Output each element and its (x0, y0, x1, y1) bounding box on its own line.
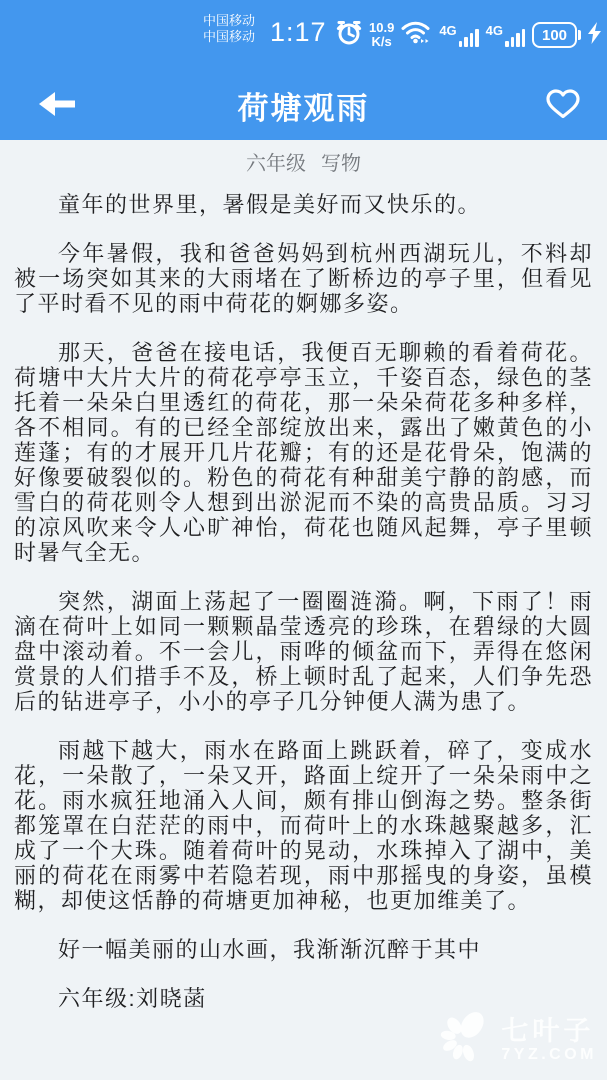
category-label: 写物 (321, 152, 361, 175)
arrow-left-icon (39, 90, 77, 121)
article-paragraph: 突然，湖面上荡起了一圈圈涟漪。啊，下雨了！雨滴在荷叶上如同一颗颗晶莹透亮的珍珠，在碧绿的大圆盘中滚动着。不一会儿，雨哗的倾盆而下，弄得在悠闲赏景的人们措手不及，桥上顿时乱了起来，人们争先恐后的钻进亭子，小小的亭子几分钟便人满为患了。 (14, 589, 593, 714)
article-scroll-area[interactable] (0, 182, 607, 1011)
carrier-line1: 中国移动 (203, 13, 256, 28)
watermark-domain: 7YZ.COM (501, 1045, 597, 1063)
leaf-ring-icon (434, 1009, 492, 1072)
sim2-signal (486, 24, 525, 47)
back-button[interactable] (28, 70, 88, 140)
status-bar (0, 0, 607, 70)
heart-outline-icon (545, 88, 581, 122)
status-icons (336, 0, 601, 70)
app-bar (0, 70, 607, 140)
article-paragraph: 雨越下越大，雨水在路面上跳跃着，碎了，变成水花，一朵散了，一朵又开，路面上绽开了一朵朵雨中之花。雨水疯狂地涌入人间，颇有排山倒海之势。整条街都笼罩在白茫茫的雨中，而荷叶上的水珠越聚越多，汇成了一个大珠。随着荷叶的晃动，水珠掉入了湖中，美丽的荷花在雨雾中若隐若现，雨中那摇曳的身姿，虽模糊，却使这恬静的荷塘更加神秘，也更加维美了。 (14, 738, 593, 913)
carrier-label (203, 13, 255, 45)
article-meta (0, 140, 607, 182)
battery-nub (578, 30, 581, 40)
article-paragraph: 好一幅美丽的山水画，我渐渐沉醉于其中 (58, 937, 482, 962)
watermark (434, 1009, 597, 1072)
network-speed-unit: K/s (371, 34, 392, 49)
watermark-name: 七叶子 (501, 1015, 595, 1046)
charging-bolt-icon (588, 22, 601, 49)
network-speed (369, 21, 394, 49)
battery-level: 100 (541, 26, 568, 44)
sim1-signal (439, 24, 478, 47)
wifi-icon (401, 20, 432, 50)
page-title: 荷塘观雨 (237, 90, 370, 126)
carrier-line2: 中国移动 (203, 29, 256, 44)
article-paragraph: 今年暑假，我和爸爸妈妈到杭州西湖玩儿，不料却被一场突如其来的大雨堵在了断桥边的亭子里，但看见了平时看不见的雨中荷花的婀娜多姿。 (14, 241, 593, 316)
battery-indicator (532, 22, 581, 48)
article-signature: 六年级:刘晓菡 (58, 986, 207, 1011)
alarm-clock-icon (336, 19, 362, 51)
article-paragraph: 童年的世界里，暑假是美好而又快乐的。 (58, 192, 482, 217)
watermark-text (501, 1017, 597, 1065)
favorite-button[interactable] (535, 70, 591, 140)
article-paragraph: 那天，爸爸在接电话，我便百无聊赖的看着荷花。荷塘中大片大片的荷花亭亭玉立，千姿百态，绿色的茎托着一朵朵白里透红的荷花，那一朵朵荷花多种多样，各不相同。有的已经全部绽放出来，露出了嫩黄色的小莲蓬；有的才展开几片花瓣；有的还是花骨朵，饱满的好像要破裂似的。粉色的荷花有种甜美宁静的韵感，而雪白的荷花则令人想到出淤泥而不染的高贵品质。习习的凉风吹来令人心旷神怡，荷花也随风起舞，亭子里顿时暑气全无。 (14, 340, 593, 565)
sim1-network-label: 4G (439, 22, 457, 38)
network-speed-value: 10.9 (369, 20, 395, 35)
signal-bars-icon (505, 26, 525, 47)
signal-bars-icon (459, 26, 479, 47)
battery-icon (532, 22, 577, 48)
grade-label: 六年级 (246, 152, 306, 175)
sim2-network-label: 4G (485, 22, 503, 38)
status-time: 1:17 (270, 17, 327, 47)
